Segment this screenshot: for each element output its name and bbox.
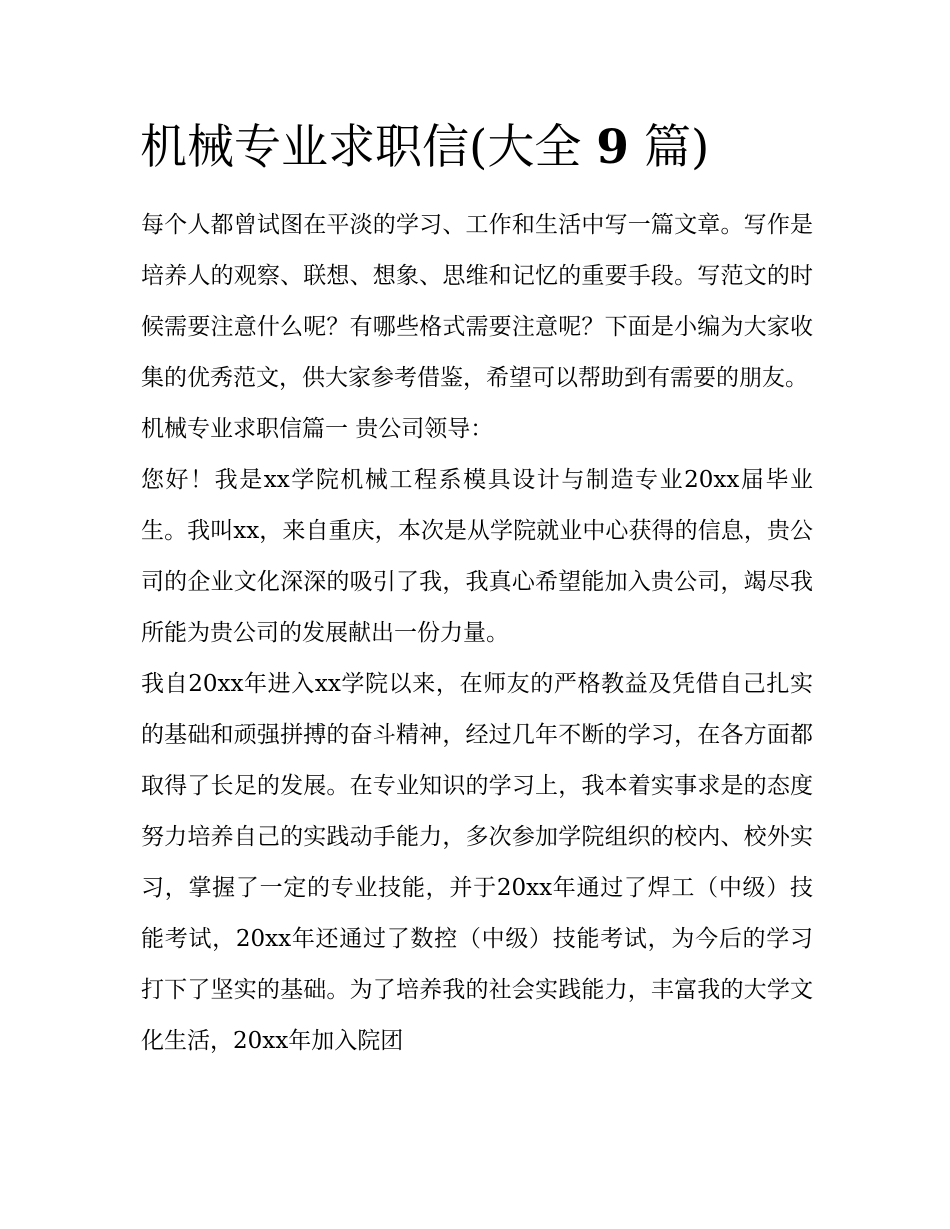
document-title: [140, 116, 840, 180]
document-body: [141, 200, 813, 1067]
title-suffix: 篇): [643, 120, 710, 175]
title-text: 机械专业求职信(大全: [140, 120, 582, 175]
title-number: 9: [596, 120, 629, 175]
experience-paragraph: 我自20xx年进入xx学院以来，在师友的严格教益及凭借自己扎实的基础和顽强拼搏的奋斗精神，经过几年不断的学习，在各方面都取得了长足的发展。在专业知识的学习上，我本着实事求是的态度努力培养自己的实践动手能力，多次参加学院组织的校内、校外实习，掌握了一定的专业技能，并于20xx年通过了焊工（中级）技能考试，20xx年还通过了数控（中级）技能考试，为今后的学习打下了坚实的基础。为了培养我的社会实践能力，丰富我的大学文化生活，20xx年加入院团: [141, 671, 813, 1054]
intro-paragraph: 每个人都曾试图在平淡的学习、工作和生活中写一篇文章。写作是培养人的观察、联想、想象、思维和记忆的重要手段。写范文的时候需要注意什么呢？有哪些格式需要注意呢？下面是小编为大家收集的优秀范文，供大家参考借鉴，希望可以帮助到有需要的朋友。: [141, 212, 813, 391]
greeting-paragraph: 您好！我是xx学院机械工程系模具设计与制造专业20xx届毕业生。我叫xx，来自重庆，本次是从学院就业中心获得的信息，贵公司的企业文化深深的吸引了我，我真心希望能加入贵公司，竭尽我所能为贵公司的发展献出一份力量。: [141, 467, 813, 646]
letter-heading: 机械专业求职信篇一 贵公司领导：: [141, 416, 494, 442]
